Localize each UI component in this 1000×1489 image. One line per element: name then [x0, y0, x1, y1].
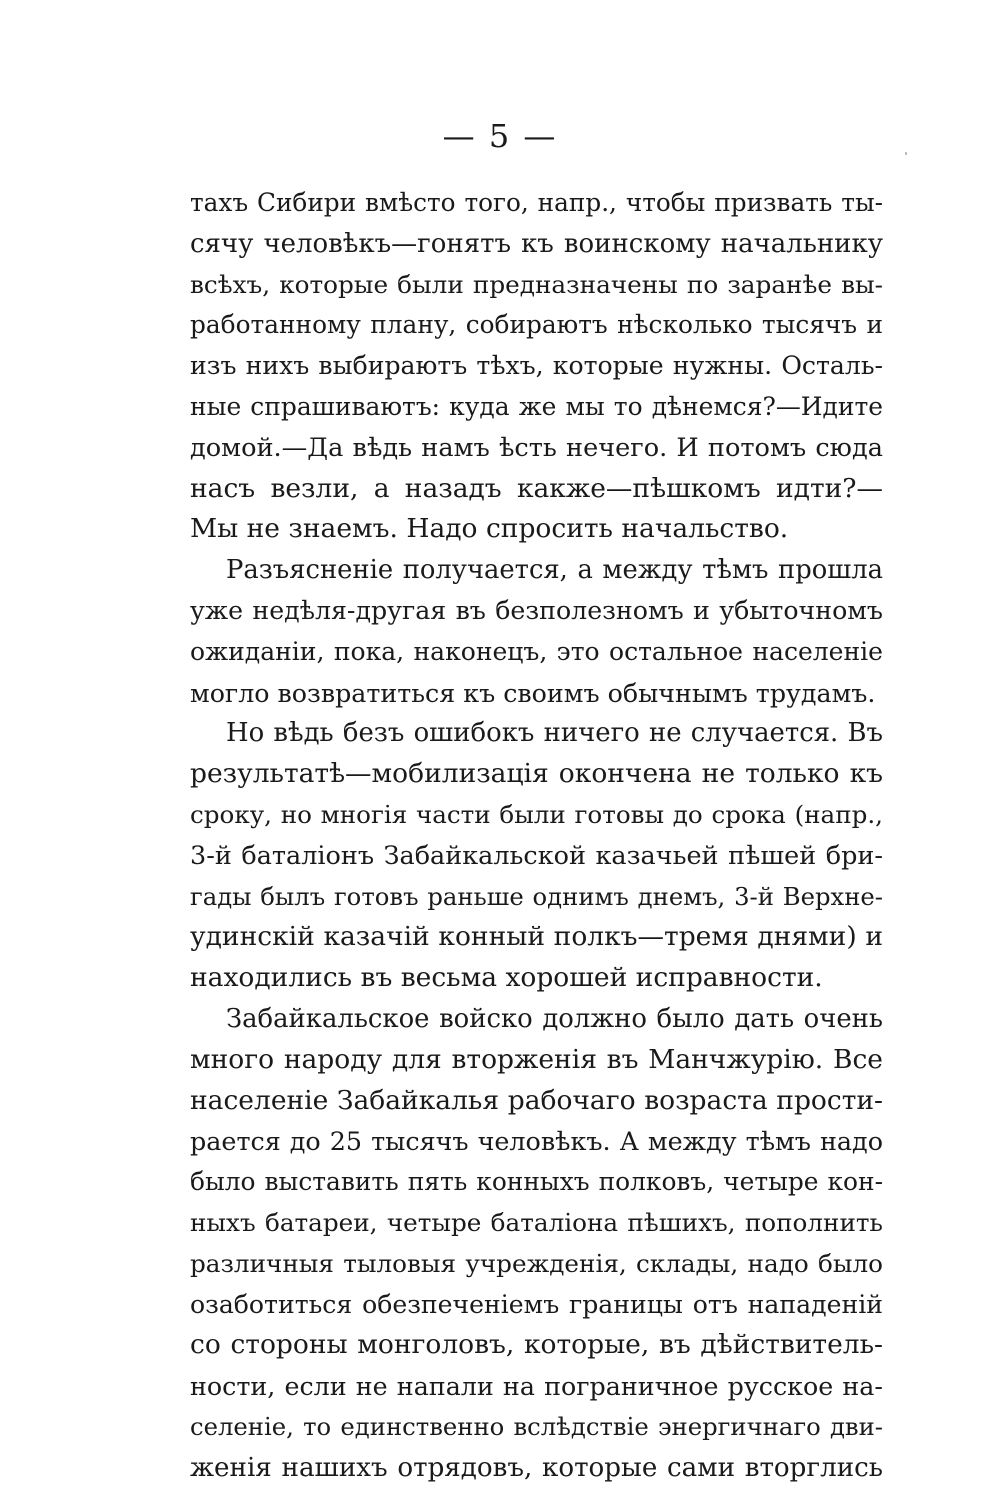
text-line: было выставить пять конныхъ полковъ, четыре кон- [190, 1167, 883, 1197]
text-line: много народу для вторженія въ Манчжурію. Все [190, 1043, 883, 1075]
text-line: гады былъ готовъ раньше однимъ днемъ, 3-й Верхне- [190, 881, 883, 911]
text-line: со стороны монголовъ, которые, въ дѣйствитель- [190, 1329, 883, 1361]
text-line: работанному плану, собираютъ нѣсколько тысячъ и [190, 310, 883, 340]
text-line: 3-й баталіонъ Забайкальской казачьей пѣшей бри- [190, 840, 883, 871]
margin-mark [905, 152, 907, 155]
text-line: могло возвратиться къ своимъ обычнымъ трудамъ. [190, 677, 876, 708]
text-line: насъ везли, а назадъ какже—пѣшкомъ идти?— [190, 472, 883, 504]
text-line: ныхъ батареи, четыре баталіона пѣшихъ, пополнить [190, 1207, 883, 1237]
text-line: результатѣ—мобилизація окончена не только къ [190, 758, 883, 790]
text-line: ожиданіи, пока, наконецъ, это остальное населеніе [190, 636, 883, 666]
paragraph-3 [190, 713, 883, 999]
text-line: населеніе Забайкалья рабочаго возраста прости- [190, 1084, 883, 1116]
text-line: уже недѣля-другая въ безполезномъ и убыточномъ [190, 595, 883, 625]
text-line: изъ нихъ выбираютъ тѣхъ, которые нужны. Осталь- [190, 351, 883, 381]
text-line: селеніе, то единственно вслѣдствіе энергичнаго дви- [190, 1411, 883, 1441]
body-text [190, 183, 883, 1489]
text-line: озаботиться обезпеченіемъ границы отъ нападеній [190, 1289, 883, 1319]
text-line: различныя тыловыя учрежденія, склады, надо было [190, 1248, 883, 1278]
text-line: сроку, но многія части были готовы до срока (напр., [190, 799, 883, 829]
text-line: тахъ Сибири вмѣсто того, напр., чтобы призвать ты- [190, 188, 883, 217]
text-line: Забайкальское войско должно было дать очень [226, 1003, 883, 1034]
text-line: женія нашихъ отрядовъ, которые сами вторглись [190, 1452, 883, 1483]
text-line: Мы не знаемъ. Надо спросить начальство. [190, 513, 789, 545]
paragraph-1 [190, 183, 883, 550]
page-number: — 5 — [442, 117, 558, 155]
paragraph-2 [190, 550, 883, 713]
text-line: находились въ весьма хорошей исправности. [190, 962, 823, 994]
text-line: удинскій казачій конный полкъ—тремя днями) и [190, 921, 883, 953]
text-line: ные спрашиваютъ: куда же мы то дѣнемся?—Идите [190, 391, 883, 421]
paragraph-4 [190, 999, 883, 1489]
text-line: Разъясненіе получается, а между тѣмъ прошла [226, 555, 883, 586]
text-line: всѣхъ, которые были предназначены по заранѣе вы- [190, 269, 883, 299]
text-line: сячу человѣкъ—гонятъ къ воинскому начальнику [190, 228, 883, 259]
text-line: ности, если не напали на пограничное русское на- [190, 1371, 883, 1402]
text-line: Но вѣдь безъ ошибокъ ничего не случается. Въ [226, 718, 883, 749]
text-line: рается до 25 тысячъ человѣкъ. А между тѣмъ надо [190, 1126, 883, 1157]
text-line: домой.—Да вѣдь намъ ѣсть нечего. И потомъ сюда [190, 432, 883, 463]
